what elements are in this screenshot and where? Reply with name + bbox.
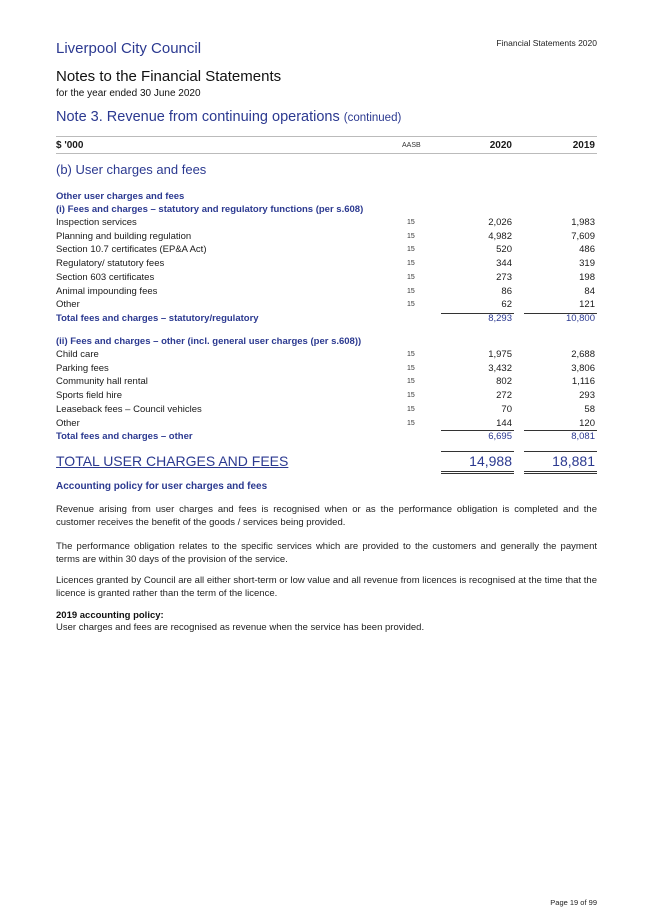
row-label: Community hall rental — [56, 376, 148, 388]
total-row — [56, 313, 597, 327]
policy-paragraph-2: The performance obligation relates to the specific services which are provided to the customers and generally the payment terms are within 30 days of the provision of the service. — [56, 541, 597, 565]
row-label: Other — [56, 417, 80, 429]
total-row — [56, 431, 597, 445]
row-aasb: 15 — [407, 301, 415, 309]
policy-paragraph-1: Revenue arising from user charges and fees is recognised when or as the performance obligation is completed and the customer receives the benefit of the goods / services being provided. — [56, 504, 597, 528]
row-aasb: 15 — [407, 246, 415, 254]
total-2019: 8,081 — [571, 431, 595, 442]
grand-total-rule-top-2020 — [441, 451, 514, 452]
row-value-2019: 58 — [584, 403, 595, 415]
table-row — [56, 390, 597, 404]
grand-total-2020: 14,988 — [469, 453, 512, 469]
row-aasb: 15 — [407, 392, 415, 400]
row-label: Leaseback fees – Council vehicles — [56, 403, 202, 415]
row-label: Animal impounding fees — [56, 285, 158, 297]
row-value-2019: 198 — [579, 271, 595, 283]
row-value-2020: 802 — [496, 376, 512, 388]
grand-total-2019: 18,881 — [552, 453, 595, 469]
part2-total-rule-2020 — [441, 430, 514, 431]
row-value-2020: 272 — [496, 390, 512, 402]
part1-title: (i) Fees and charges – statutory and regulatory functions (per s.608) — [56, 204, 364, 215]
row-label: Section 603 certificates — [56, 271, 155, 283]
row-value-2020: 520 — [496, 244, 512, 256]
col-2020-header: 2020 — [489, 140, 512, 151]
row-value-2019: 2,688 — [571, 349, 595, 360]
row-value-2020: 1,975 — [488, 349, 512, 360]
row-label: Other — [56, 299, 80, 311]
page-title: Notes to the Financial Statements — [56, 68, 282, 85]
total-label: Total fees and charges – other — [56, 431, 193, 442]
row-value-2020: 86 — [501, 285, 512, 297]
row-value-2020: 344 — [496, 258, 512, 270]
row-aasb: 15 — [407, 260, 415, 268]
table-row — [56, 299, 597, 313]
document-label: Financial Statements 2020 — [496, 38, 597, 48]
row-aasb: 15 — [407, 232, 415, 240]
row-value-2019: 1,116 — [571, 376, 595, 388]
policy-heading: Accounting policy for user charges and fees — [56, 481, 268, 492]
table-row — [56, 286, 597, 300]
row-aasb: 15 — [407, 351, 415, 358]
part1-total-rule-2019 — [524, 313, 597, 314]
header-rule-top — [56, 136, 597, 137]
part2-title: (ii) Fees and charges – other (incl. general user charges (per s.608)) — [56, 336, 362, 347]
total-2020: 6,695 — [488, 431, 512, 442]
row-aasb: 15 — [407, 419, 415, 427]
note-title — [56, 109, 401, 125]
table-row — [56, 272, 597, 286]
part1-total-rule-2020 — [441, 313, 514, 314]
row-value-2019: 120 — [579, 417, 595, 429]
total-label: Total fees and charges – statutory/regulatory — [56, 313, 259, 324]
row-value-2020: 62 — [501, 299, 512, 311]
row-value-2019: 1,983 — [571, 217, 595, 228]
grand-total-rule-top-2019 — [524, 451, 597, 452]
row-value-2019: 121 — [579, 299, 595, 311]
table-row — [56, 258, 597, 272]
row-value-2020: 4,982 — [488, 230, 512, 242]
table-row — [56, 418, 597, 432]
grand-total-underline-2020 — [441, 471, 514, 472]
total-2019: 10,800 — [565, 313, 595, 324]
row-label: Planning and building regulation — [56, 230, 192, 242]
row-value-2020: 273 — [496, 271, 512, 283]
row-label: Section 10.7 certificates (EP&A Act) — [56, 244, 207, 256]
row-aasb: 15 — [407, 405, 415, 413]
row-value-2019: 319 — [579, 258, 595, 270]
row-label: Sports field hire — [56, 390, 123, 402]
grand-total-underline-2019 — [524, 471, 597, 472]
table-row — [56, 217, 597, 231]
row-value-2020: 2,026 — [488, 217, 512, 228]
table-row — [56, 349, 597, 363]
row-aasb: 15 — [407, 287, 415, 295]
row-label: Parking fees — [56, 362, 109, 374]
part2-total-rule-2019 — [524, 430, 597, 431]
table-row — [56, 231, 597, 245]
policy-2019-heading: 2019 accounting policy: — [56, 610, 164, 621]
row-label: Regulatory/ statutory fees — [56, 258, 165, 270]
table-row — [56, 404, 597, 418]
section-title: (b) User charges and fees — [56, 162, 207, 177]
page-subtitle: for the year ended 30 June 2020 — [56, 88, 201, 99]
row-aasb: 15 — [407, 219, 415, 226]
row-aasb: 15 — [407, 273, 415, 281]
grand-total-underline2-2020 — [441, 473, 514, 474]
table-row — [56, 244, 597, 258]
row-value-2020: 144 — [496, 417, 512, 429]
table-row — [56, 363, 597, 377]
council-name: Liverpool City Council — [56, 40, 202, 57]
col-unit-header: $ '000 — [56, 140, 84, 151]
policy-2019-text: User charges and fees are recognised as revenue when the service has been provided. — [56, 622, 425, 633]
total-2020: 8,293 — [488, 313, 512, 324]
grand-total-underline2-2019 — [524, 473, 597, 474]
row-value-2019: 84 — [584, 285, 595, 297]
grand-total-label: TOTAL USER CHARGES AND FEES — [56, 453, 289, 469]
row-value-2019: 293 — [579, 390, 595, 402]
note-continued: (continued) — [343, 112, 402, 124]
col-2019-header: 2019 — [572, 140, 595, 151]
policy-paragraph-3: Licences granted by Council are all either short-term or low value and all revenue from licences is recognised at the time that the licence is granted rather than the term of the licence. — [56, 575, 597, 599]
row-value-2019: 3,806 — [571, 362, 595, 374]
row-aasb: 15 — [407, 364, 415, 372]
row-label: Child care — [56, 349, 99, 360]
table-row — [56, 376, 597, 390]
grand-total-row — [56, 453, 597, 471]
row-value-2019: 486 — [579, 244, 595, 256]
group-title: Other user charges and fees — [56, 191, 185, 202]
note-title-text: Note 3. Revenue from continuing operations — [56, 109, 340, 125]
row-value-2020: 70 — [501, 403, 512, 415]
row-label: Inspection services — [56, 217, 137, 228]
header-rule-bottom — [56, 153, 597, 154]
row-value-2020: 3,432 — [488, 362, 512, 374]
page-number: Page 19 of 99 — [550, 898, 597, 907]
row-aasb: 15 — [407, 378, 415, 386]
col-aasb-header: AASB — [402, 142, 421, 149]
row-value-2019: 7,609 — [571, 230, 595, 242]
